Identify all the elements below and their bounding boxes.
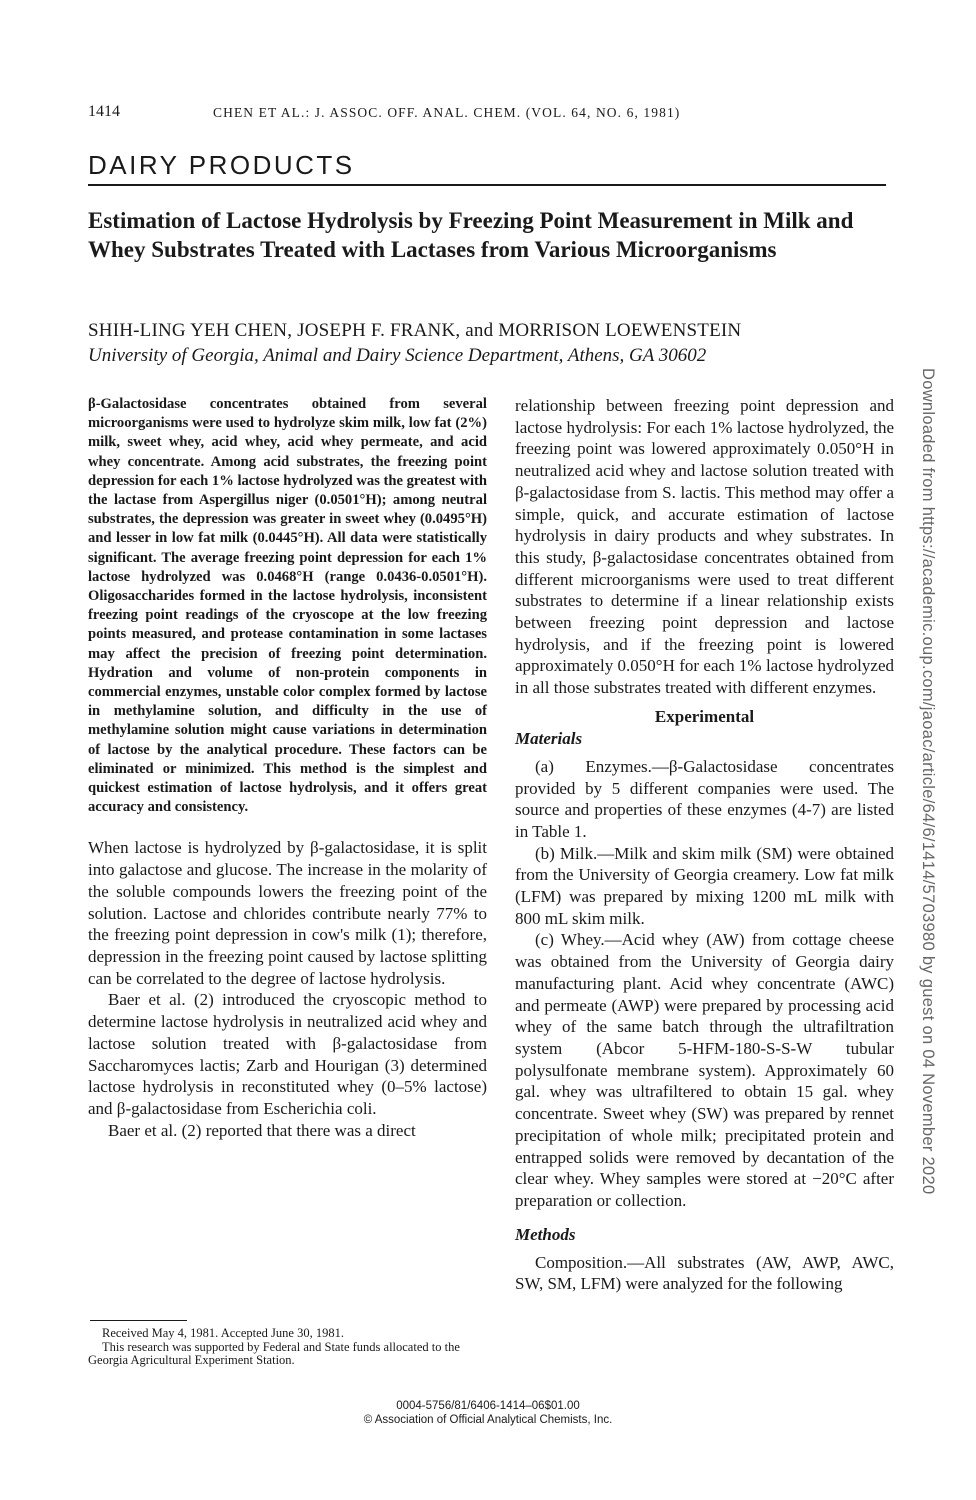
section-heading: DAIRY PRODUCTS <box>88 150 355 180</box>
enzymes-paragraph: (a) Enzymes.—β-Galactosidase concentrates provided by 5 different companies were used. The source and properties of these enzymes (4-7) are listed in Table 1. <box>515 756 894 841</box>
funding-note: This research was supported by Federal and State funds allocated to the Georgia Agricultural Experiment Station. <box>88 1339 460 1367</box>
download-watermark-text: Downloaded from https://academic.oup.com/jaoac/article/64/6/1414/5703980 by guest on 04 November 2020 <box>919 368 937 1195</box>
footnotes <box>88 1327 488 1368</box>
affiliation: University of Georgia, Animal and Dairy Science Department, Athens, GA 30602 <box>88 345 707 366</box>
intro-paragraph-3: Baer et al. (2) reported that there was a direct <box>108 1120 416 1140</box>
materials-heading: Materials <box>515 728 583 748</box>
milk-paragraph: (b) Milk.—Milk and skim milk (SM) were obtained from the University of Georgia creamery. Low fat milk (LFM) was prepared by mixing 1200 mL milk with 800 mL skim milk. <box>515 843 894 928</box>
running-head: CHEN ET AL.: J. ASSOC. OFF. ANAL. CHEM. (VOL. 64, NO. 6, 1981) <box>213 105 681 120</box>
composition-paragraph: Composition.—All substrates (AW, AWP, AWC, SW, SM, LFM) were analyzed for the following <box>515 1252 894 1294</box>
page-number: 1414 <box>88 103 120 120</box>
whey-paragraph: (c) Whey.—Acid whey (AW) from cottage cheese was obtained from the University of Georgia dairy manufacturing plant. Acid whey concentrate (AWC) and permeate (AWP) were prepared by processing acid whey of the same batch through the ultrafiltration system (Abcor 5-HFM-180-S-S-W tubular polysulfonate membrane system). Approximately 60 gal. whey was ultrafiltered to obtain 15 gal. whey concentrate. Sweet whey (SW) was prepared by rennet precipitation of whole milk; precipitated protein and entrapped solids were removed by decantation of the clear whey. Whey samples were stored at −20°C after preparation or collection. <box>515 930 894 1210</box>
price-code: 0004-5756/81/6406-1414–06$01.00 <box>396 1400 580 1412</box>
received-note: Received May 4, 1981. Accepted June 30, 1981. <box>102 1326 344 1340</box>
copyright-line: © Association of Official Analytical Chemists, Inc. <box>363 1414 613 1426</box>
authors: SHIH-LING YEH CHEN, JOSEPH F. FRANK, and MORRISON LOEWENSTEIN <box>88 320 742 341</box>
abstract: β-Galactosidase concentrates obtained from several microorganisms were used to hydrolyze skim milk, low fat (2%) milk, sweet whey, acid whey, acid whey permeate, and acid whey concentrate. Among acid substrates, the freezing point depression for each 1% lactose hydrolyzed was the greatest with the lactase from Aspergillus niger (0.0501°H); among neutral substrates, the depression was greater in sweet whey (0.0495°H) and lesser in low fat milk (0.0445°H). All data were statistically significant. The average freezing point depression for each 1% lactose hydrolyzed was 0.0468°H (range 0.0436-0.0501°H). Oligosaccharides formed in the lactose hydrolysis, inconsistent freezing point readings of the cryoscope at the low freezing points measured, and protease contamination in some lactases may affect the precision of freezing point determination. Hydration and volume of non-protein components in commercial enzymes, unstable color complex formed by lactose in methylamine solution, and difficulty in the use of methylamine solution might cause variations in determination of lactose by the analytical procedure. These factors can be eliminated or minimized. This method is the simplest and quickest estimation of lactose hydrolysis, and it offers great accuracy and consistency. <box>88 396 487 816</box>
methods-heading: Methods <box>515 1224 576 1244</box>
bottom-imprint <box>0 1399 976 1427</box>
footnote-rule <box>90 1320 187 1321</box>
section-rule <box>88 184 886 186</box>
left-column <box>88 395 487 1141</box>
download-watermark <box>919 368 946 1195</box>
right-column <box>515 395 894 1295</box>
intro-continued: relationship between freezing point depression and lactose hydrolysis: For each 1% lactose hydrolyzed, the freezing point was lowered approximately 0.050°H in neutralized acid whey and lactose solution treated with β-galactosidase from S. lactis. This method may offer a simple, quick, and accurate estimation of lactose hydrolysis in dairy products and whey substrates. In this study, β-galactosidase concentrates obtained from different microorganisms were used to treat different substrates to determine if a linear relationship exists between freezing point depression and lactose hydrolysis, and if the freezing point is lowered approximately 0.050°H for each 1% lactose hydrolyzed in all those substrates treated with different enzymes. <box>515 396 894 698</box>
article-title: Estimation of Lactose Hydrolysis by Freezing Point Measurement in Milk and Whey Substrates Treated with Lactases from Various Microorganisms <box>88 208 854 262</box>
experimental-heading: Experimental <box>654 706 755 726</box>
intro-paragraph-2: Baer et al. (2) introduced the cryoscopic method to determine lactose hydrolysis in neutralized acid whey and lactose solution treated with β-galactosidase from Saccharomyces lactis; Zarb and Hourigan (3) determined lactose hydrolysis in reconstituted whey (0–5% lactose) and β-galactosidase from Escherichia coli. <box>88 990 487 1118</box>
intro-paragraph-1: When lactose is hydrolyzed by β-galactosidase, it is split into galactose and glucose. The increase in the molarity of the soluble compounds lowers the freezing point of the solution. Lactose and chlorides contribute nearly 77% to the freezing point depression in cow's milk (1); therefore, depression in the freezing point caused by lactose splitting can be correlated to the degree of lactose hydrolysis. <box>88 838 487 988</box>
